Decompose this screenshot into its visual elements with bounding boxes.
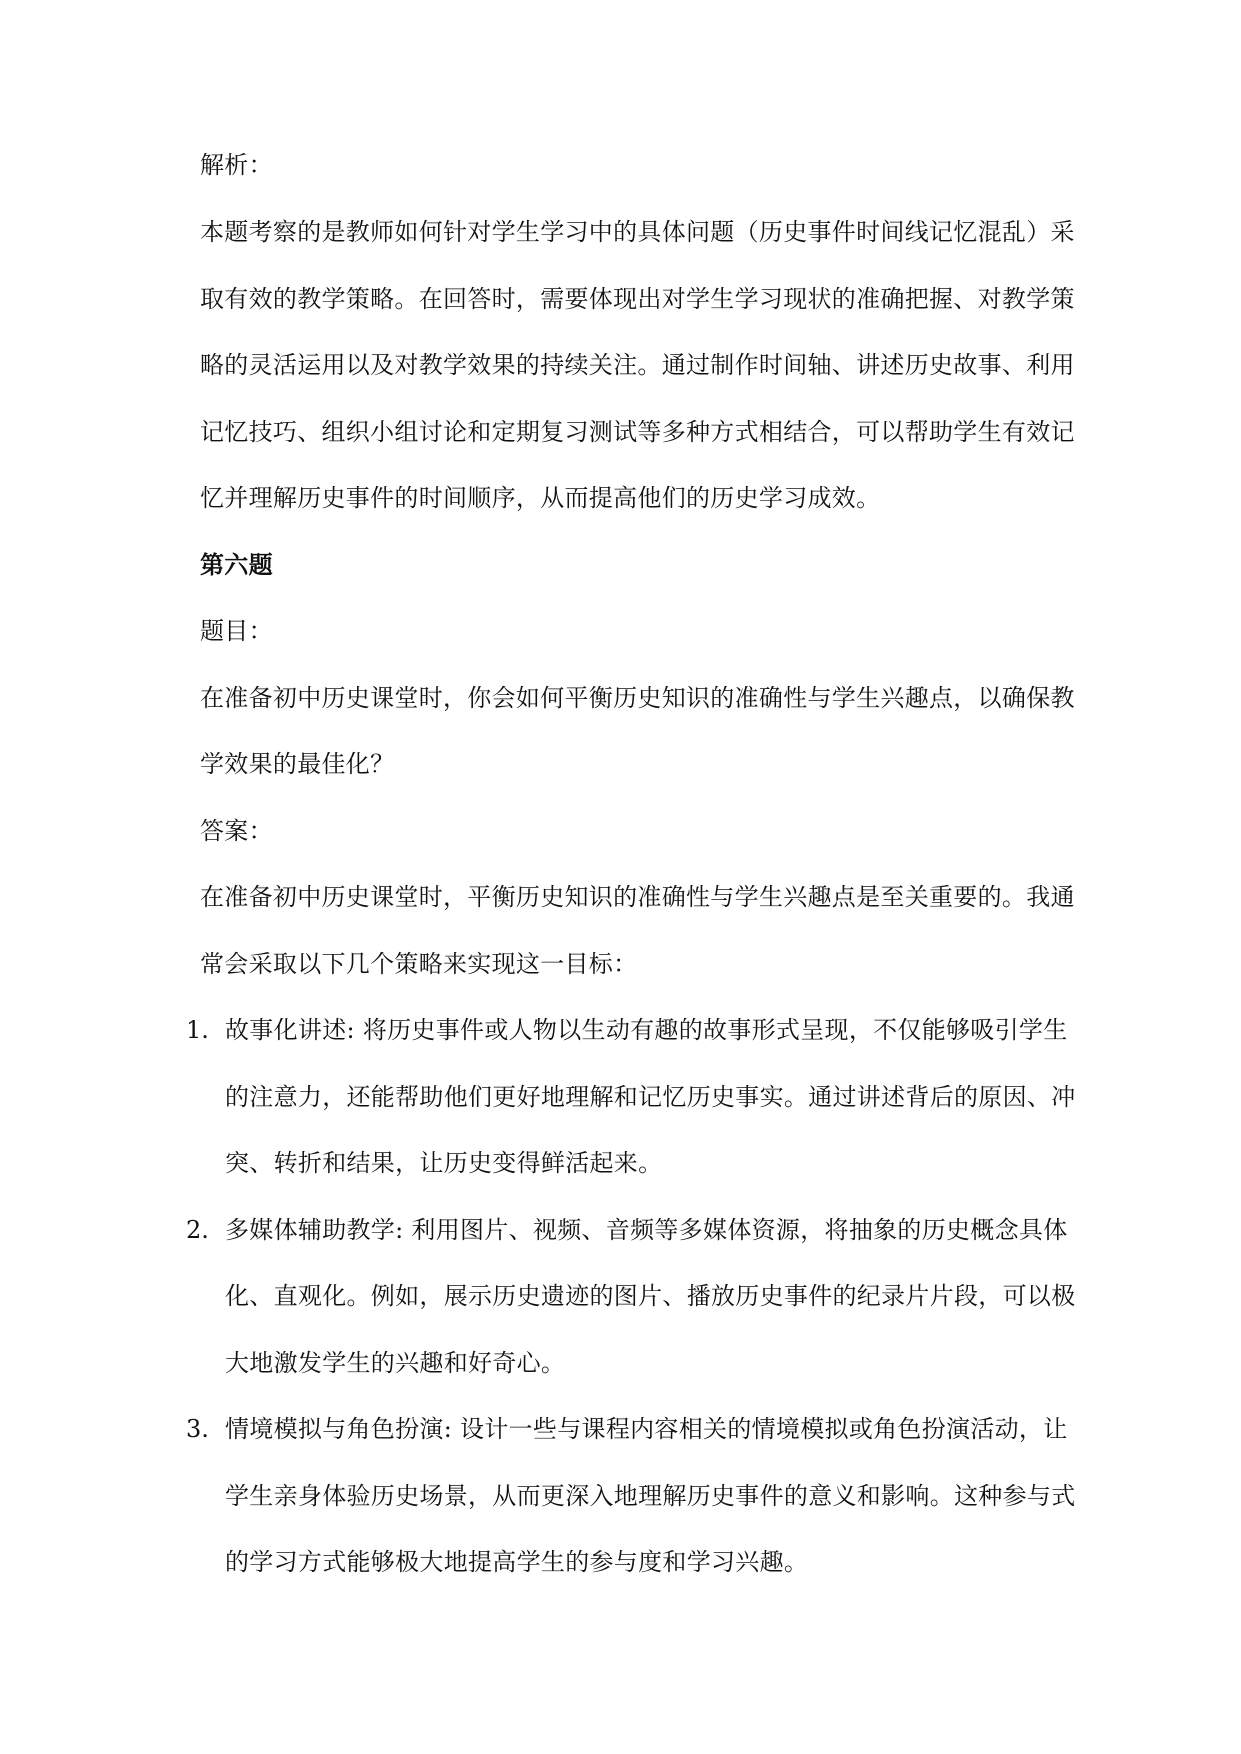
answer-intro-line: 在准备初中历史课堂时，平衡历史知识的准确性与学生兴趣点是至关重要的。我通 (200, 883, 1075, 911)
list-item-line: 多媒体辅助教学: 利用图片、视频、音频等多媒体资源，将抽象的历史概念具体 (225, 1216, 1068, 1244)
question-line: 在准备初中历史课堂时，你会如何平衡历史知识的准确性与学生兴趣点，以确保教 (200, 684, 1075, 712)
list-item-line: 学生亲身体验历史场景，从而更深入地理解历史事件的意义和影响。这种参与式 (225, 1482, 1076, 1510)
list-item-line: 突、转折和结果，让历史变得鲜活起来。 (225, 1149, 663, 1177)
question-label: 题目： (200, 617, 273, 645)
analysis-line: 记忆技巧、组织小组讨论和定期复习测试等多种方式相结合，可以帮助学生有效记 (200, 418, 1075, 446)
list-item-line: 的学习方式能够极大地提高学生的参与度和学习兴趣。 (225, 1548, 809, 1576)
analysis-label: 解析： (200, 151, 273, 179)
analysis-line: 略的灵活运用以及对教学效果的持续关注。通过制作时间轴、讲述历史故事、利用 (200, 351, 1075, 379)
answer-intro-line: 常会采取以下几个策略来实现这一目标： (200, 950, 638, 978)
analysis-line: 取有效的教学策略。在回答时，需要体现出对学生学习现状的准确把握、对教学策 (200, 285, 1075, 313)
list-item-line: 情境模拟与角色扮演: 设计一些与课程内容相关的情境模拟或角色扮演活动，让 (225, 1415, 1068, 1443)
list-item-line: 故事化讲述: 将历史事件或人物以生动有趣的故事形式呈现，不仅能够吸引学生 (225, 1016, 1068, 1044)
analysis-line: 忆并理解历史事件的时间顺序，从而提高他们的历史学习成效。 (200, 484, 881, 512)
list-item-number: 3. (186, 1415, 209, 1443)
list-item-line: 大地激发学生的兴趣和好奇心。 (225, 1349, 566, 1377)
list-item-line: 的注意力，还能帮助他们更好地理解和记忆历史事实。通过讲述背后的原因、冲 (225, 1083, 1076, 1111)
list-item-number: 2. (186, 1216, 209, 1244)
list-item-number: 1. (186, 1016, 209, 1044)
section-title: 第六题 (200, 550, 273, 579)
question-line: 学效果的最佳化？ (200, 750, 395, 778)
analysis-line: 本题考察的是教师如何针对学生学习中的具体问题（历史事件时间线记忆混乱）采 (200, 218, 1075, 246)
list-item-line: 化、直观化。例如，展示历史遗迹的图片、播放历史事件的纪录片片段，可以极 (225, 1282, 1076, 1310)
answer-label: 答案： (200, 817, 273, 845)
